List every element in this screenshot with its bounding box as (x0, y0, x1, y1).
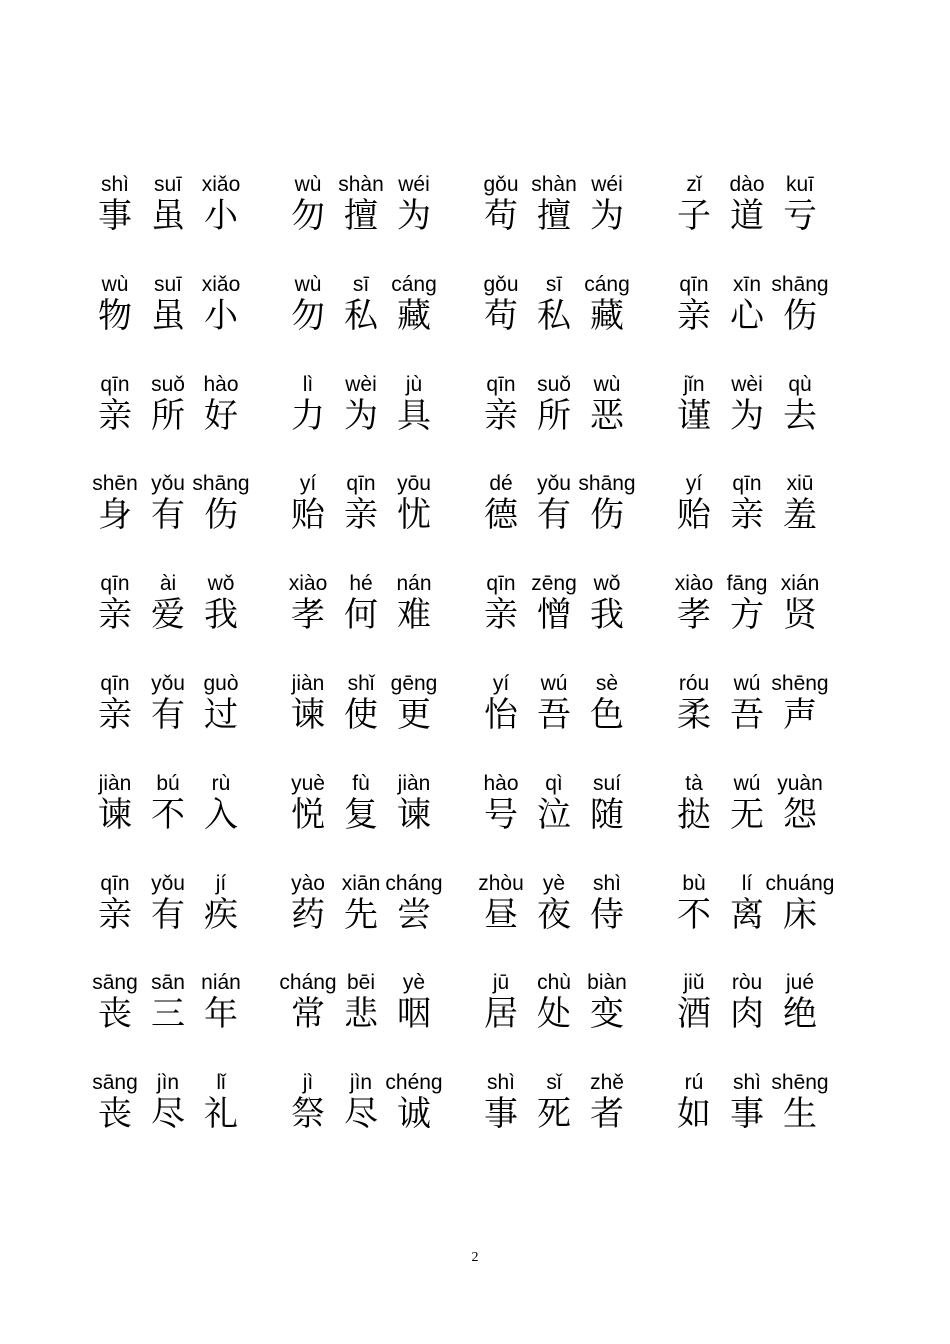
pinyin-syllable: jiàn (397, 771, 431, 795)
pinyin-syllable: jiàn (98, 771, 132, 795)
hanzi-character: 有 (151, 695, 185, 735)
hanzi-character: 悲 (344, 994, 378, 1035)
pinyin-syllable: yè (542, 871, 566, 895)
hanzi-character: 者 (590, 1094, 624, 1135)
pinyin-syllable: shāng (192, 472, 250, 496)
hanzi-character: 小 (204, 295, 238, 336)
hanzi-character: 诚 (397, 1094, 431, 1135)
hanzi-character: 贻 (677, 495, 711, 536)
hanzi-character: 床 (783, 894, 817, 935)
pinyin-syllable: suī (153, 272, 183, 296)
pinyin-syllable: xián (780, 572, 820, 596)
hanzi-character: 过 (204, 695, 238, 735)
pinyin-syllable: biàn (587, 971, 627, 995)
hanzi-character: 复 (344, 794, 378, 835)
hanzi-character: 小 (204, 196, 238, 236)
hanzi-character: 入 (204, 794, 238, 835)
pinyin-syllable: wú (733, 771, 761, 795)
hanzi-character: 去 (783, 395, 817, 436)
pinyin-syllable: wéi (398, 173, 430, 196)
pinyin-syllable: hào (203, 372, 239, 396)
pinyin-syllable: yào (291, 871, 325, 895)
pinyin-syllable: yǒu (537, 472, 571, 496)
pinyin-syllable: qīn (100, 871, 130, 895)
hanzi-character: 居 (484, 994, 518, 1035)
pinyin-syllable: xiǎo (201, 173, 241, 196)
verse-row (0, 871, 950, 971)
hanzi-character: 为 (397, 196, 431, 236)
pinyin-syllable: zǐ (686, 173, 702, 196)
hanzi-character: 酒 (677, 994, 711, 1035)
hanzi-character: 为 (344, 395, 378, 436)
pinyin-syllable: jǐn (683, 372, 705, 396)
verse-row (0, 571, 950, 671)
pinyin-syllable: jìn (349, 1071, 373, 1095)
pinyin-syllable: qì (545, 771, 563, 795)
verse-row (0, 671, 950, 771)
hanzi-character: 离 (730, 894, 764, 935)
hanzi-character: 谏 (397, 794, 431, 835)
hanzi-character: 谏 (291, 695, 325, 735)
pinyin-syllable: jù (405, 372, 423, 396)
hanzi-character: 谨 (677, 395, 711, 436)
pinyin-syllable: jū (492, 971, 510, 995)
hanzi-character: 绝 (783, 994, 817, 1035)
pinyin-syllable: cáng (584, 272, 630, 296)
hanzi-character: 如 (677, 1094, 711, 1135)
hanzi-character: 虽 (151, 196, 185, 236)
pinyin-syllable: yè (402, 971, 426, 995)
hanzi-character: 私 (344, 295, 378, 336)
hanzi-character: 丧 (98, 1094, 132, 1135)
hanzi-character: 亲 (677, 295, 711, 336)
hanzi-character: 私 (537, 295, 571, 336)
hanzi-character: 为 (730, 395, 764, 436)
pinyin-syllable: guò (203, 672, 239, 695)
page-number: 2 (471, 1250, 479, 1265)
hanzi-character: 柔 (677, 695, 711, 735)
pinyin-syllable: yí (299, 472, 317, 496)
hanzi-character: 常 (291, 994, 325, 1035)
pinyin-syllable: suǒ (151, 372, 185, 396)
hanzi-character: 苟 (484, 196, 518, 236)
hanzi-character: 挞 (677, 794, 711, 835)
pinyin-syllable: yǒu (151, 871, 185, 895)
hanzi-character: 虽 (151, 295, 185, 336)
hanzi-character: 孝 (291, 595, 325, 636)
pinyin-syllable: xiān (341, 871, 381, 895)
pinyin-syllable: chù (537, 971, 571, 995)
hanzi-character: 贤 (783, 595, 817, 636)
pinyin-syllable: ròu (731, 971, 763, 995)
pinyin-syllable: yuè (291, 771, 325, 795)
pinyin-syllable: lǐ (216, 1071, 226, 1095)
verse-row (0, 970, 950, 1070)
hanzi-character: 孝 (677, 595, 711, 636)
pinyin-syllable: qīn (486, 372, 516, 396)
hanzi-character: 擅 (537, 196, 571, 236)
hanzi-character: 德 (484, 495, 518, 536)
pinyin-syllable: cháng (279, 971, 337, 995)
hanzi-character: 方 (730, 595, 764, 636)
hanzi-character: 祭 (291, 1094, 325, 1135)
pinyin-syllable: wù (101, 272, 129, 296)
pinyin-syllable: suí (592, 771, 622, 795)
pinyin-syllable: qīn (679, 272, 709, 296)
pinyin-syllable: qīn (100, 372, 130, 396)
hanzi-character: 不 (677, 894, 711, 935)
pinyin-syllable: wù (294, 173, 322, 196)
hanzi-character: 藏 (397, 295, 431, 336)
pinyin-syllable: tà (685, 771, 703, 795)
pinyin-syllable: cháng (385, 871, 443, 895)
pinyin-syllable: wèi (345, 372, 377, 396)
pinyin-syllable: bēi (346, 971, 376, 995)
hanzi-character: 泣 (537, 794, 571, 835)
pinyin-syllable: sī (352, 272, 370, 296)
pinyin-syllable: xiào (288, 572, 328, 596)
pinyin-syllable: dào (729, 173, 765, 196)
pinyin-syllable: yí (685, 472, 703, 496)
hanzi-character: 号 (484, 794, 518, 835)
hanzi-character: 无 (730, 794, 764, 835)
hanzi-character: 尽 (151, 1094, 185, 1135)
hanzi-character: 侍 (590, 894, 624, 935)
hanzi-character: 何 (344, 595, 378, 636)
hanzi-character: 擅 (344, 196, 378, 236)
hanzi-character: 伤 (783, 295, 817, 336)
pinyin-syllable: qīn (732, 472, 762, 496)
hanzi-character: 尽 (344, 1094, 378, 1135)
pinyin-syllable: cáng (391, 272, 437, 296)
pinyin-syllable: wéi (591, 173, 623, 196)
pinyin-syllable: chuáng (765, 871, 835, 895)
hanzi-character: 伤 (204, 495, 238, 536)
pinyin-syllable: sāng (92, 971, 138, 995)
pinyin-syllable: shǐ (347, 672, 375, 695)
pinyin-syllable: shì (592, 871, 622, 895)
pinyin-syllable: shāng (771, 272, 829, 296)
hanzi-character: 生 (783, 1094, 817, 1135)
pinyin-syllable: shāng (578, 472, 636, 496)
hanzi-character: 羞 (783, 495, 817, 536)
pinyin-syllable: chéng (385, 1071, 443, 1095)
hanzi-character: 子 (677, 196, 711, 236)
pinyin-syllable: fù (352, 771, 370, 795)
pinyin-syllable: rú (684, 1071, 704, 1095)
hanzi-character: 勿 (291, 196, 325, 236)
hanzi-character: 处 (537, 994, 571, 1035)
pinyin-syllable: yuàn (777, 771, 823, 795)
pinyin-syllable: jí (215, 871, 227, 895)
hanzi-character: 肉 (730, 994, 764, 1035)
hanzi-character: 亲 (98, 894, 132, 935)
hanzi-character: 亲 (98, 395, 132, 436)
pinyin-syllable: suī (153, 173, 183, 196)
hanzi-character: 礼 (204, 1094, 238, 1135)
hanzi-character: 昼 (484, 894, 518, 935)
pinyin-syllable: xīn (732, 272, 762, 296)
hanzi-character: 力 (291, 395, 325, 436)
hanzi-character: 亲 (98, 595, 132, 636)
hanzi-character: 爱 (151, 595, 185, 636)
pinyin-syllable: hé (349, 572, 373, 596)
pinyin-syllable: shì (732, 1071, 762, 1095)
pinyin-syllable: xiǎo (201, 272, 241, 296)
pinyin-syllable: gǒu (483, 173, 519, 196)
hanzi-character: 年 (204, 994, 238, 1035)
verse-row (0, 372, 950, 472)
hanzi-character: 怡 (484, 695, 518, 735)
hanzi-character: 难 (397, 595, 431, 636)
hanzi-character: 为 (590, 196, 624, 236)
pinyin-syllable: fāng (726, 572, 768, 596)
hanzi-character: 我 (590, 595, 624, 636)
hanzi-character: 伤 (590, 495, 624, 536)
pinyin-syllable: rù (211, 771, 231, 795)
pinyin-syllable: wǒ (207, 572, 235, 596)
pinyin-syllable: nián (201, 971, 241, 995)
hanzi-character: 先 (344, 894, 378, 935)
hanzi-character: 丧 (98, 994, 132, 1035)
verse-row (0, 471, 950, 571)
pinyin-syllable: wèi (731, 372, 763, 396)
pinyin-syllable: bú (156, 771, 180, 795)
hanzi-character: 亲 (484, 595, 518, 636)
pinyin-syllable: yǒu (151, 472, 185, 496)
hanzi-character: 变 (590, 994, 624, 1035)
hanzi-character: 吾 (537, 695, 571, 735)
verse-row (0, 172, 950, 272)
hanzi-character: 心 (730, 295, 764, 336)
pinyin-syllable: qīn (346, 472, 376, 496)
pinyin-syllable: ài (159, 572, 177, 596)
verse-row (0, 1070, 950, 1170)
verse-row (0, 272, 950, 372)
pinyin-syllable: sǐ (546, 1071, 562, 1095)
pinyin-syllable: sāng (92, 1071, 138, 1095)
hanzi-character: 物 (98, 295, 132, 336)
pinyin-syllable: yí (492, 672, 510, 695)
pinyin-syllable: hào (483, 771, 519, 795)
hanzi-character: 好 (204, 395, 238, 436)
hanzi-character: 事 (484, 1094, 518, 1135)
hanzi-character: 咽 (397, 994, 431, 1035)
pinyin-syllable: róu (678, 672, 710, 695)
pinyin-syllable: lì (302, 372, 314, 396)
pinyin-syllable: gēng (390, 672, 438, 695)
pinyin-syllable: dé (489, 472, 513, 496)
pinyin-syllable: xiū (786, 472, 814, 496)
pinyin-syllable: jìn (156, 1071, 180, 1095)
hanzi-character: 有 (151, 894, 185, 935)
hanzi-character: 藏 (590, 295, 624, 336)
pinyin-syllable: jué (785, 971, 815, 995)
hanzi-character: 死 (537, 1094, 571, 1135)
pinyin-syllable: shì (486, 1071, 516, 1095)
hanzi-character: 有 (537, 495, 571, 536)
pinyin-syllable: suǒ (537, 372, 571, 396)
pinyin-syllable: wú (540, 672, 568, 695)
hanzi-character: 亲 (344, 495, 378, 536)
hanzi-character: 药 (291, 894, 325, 935)
hanzi-character: 三 (151, 994, 185, 1035)
pinyin-syllable: nán (396, 572, 432, 596)
pinyin-syllable: qīn (100, 572, 130, 596)
hanzi-character: 具 (397, 395, 431, 436)
pinyin-syllable: shàn (531, 173, 577, 196)
pinyin-syllable: yōu (397, 472, 431, 496)
hanzi-character: 所 (537, 395, 571, 436)
hanzi-character: 亲 (730, 495, 764, 536)
hanzi-character: 贻 (291, 495, 325, 536)
pinyin-syllable: shēng (771, 672, 829, 695)
pinyin-syllable: jì (302, 1071, 314, 1095)
pinyin-syllable: shì (100, 173, 130, 196)
pinyin-syllable: gǒu (483, 272, 519, 296)
hanzi-character: 忧 (397, 495, 431, 536)
hanzi-character: 疾 (204, 894, 238, 935)
hanzi-character: 道 (730, 196, 764, 236)
hanzi-character: 我 (204, 595, 238, 636)
hanzi-character: 谏 (98, 794, 132, 835)
hanzi-character: 更 (397, 695, 431, 735)
pinyin-syllable: sī (545, 272, 563, 296)
pinyin-syllable: zhòu (478, 871, 524, 895)
pinyin-syllable: wù (593, 372, 621, 396)
pinyin-syllable: zēng (531, 572, 577, 596)
pinyin-syllable: wù (294, 272, 322, 296)
pinyin-syllable: qīn (486, 572, 516, 596)
hanzi-character: 亏 (783, 196, 817, 236)
hanzi-character: 事 (98, 196, 132, 236)
pinyin-syllable: shēn (92, 472, 138, 496)
pinyin-syllable: shēng (771, 1071, 829, 1095)
pinyin-syllable: qù (788, 372, 812, 396)
pinyin-syllable: lí (741, 871, 753, 895)
pinyin-syllable: xiào (674, 572, 714, 596)
pinyin-syllable: zhě (590, 1071, 624, 1095)
hanzi-character: 亲 (98, 695, 132, 735)
hanzi-character: 色 (590, 695, 624, 735)
hanzi-character: 身 (98, 495, 132, 536)
hanzi-character: 吾 (730, 695, 764, 735)
pinyin-syllable: kuī (785, 173, 815, 196)
hanzi-character: 苟 (484, 295, 518, 336)
hanzi-character: 悦 (291, 794, 325, 835)
pinyin-syllable: sè (595, 672, 619, 695)
pinyin-syllable: qīn (100, 672, 130, 695)
hanzi-character: 事 (730, 1094, 764, 1135)
pinyin-syllable: wǒ (593, 572, 621, 596)
pinyin-syllable: jiàn (291, 672, 325, 695)
hanzi-character: 恶 (590, 395, 624, 436)
hanzi-character: 尝 (397, 894, 431, 935)
pinyin-syllable: yǒu (151, 672, 185, 695)
hanzi-character: 勿 (291, 295, 325, 336)
hanzi-character: 有 (151, 495, 185, 536)
hanzi-character: 亲 (484, 395, 518, 436)
pinyin-syllable: wú (733, 672, 761, 695)
hanzi-character: 声 (783, 695, 817, 735)
hanzi-character: 不 (151, 794, 185, 835)
verse-row (0, 771, 950, 871)
hanzi-character: 夜 (537, 894, 571, 935)
hanzi-character: 所 (151, 395, 185, 436)
pinyin-syllable: bù (682, 871, 706, 895)
pinyin-syllable: jiǔ (683, 971, 705, 995)
pinyin-syllable: sān (151, 971, 185, 995)
hanzi-character: 随 (590, 794, 624, 835)
pinyin-syllable: shàn (338, 173, 384, 196)
hanzi-character: 怨 (783, 794, 817, 835)
hanzi-character: 使 (344, 695, 378, 735)
hanzi-character: 憎 (537, 595, 571, 636)
